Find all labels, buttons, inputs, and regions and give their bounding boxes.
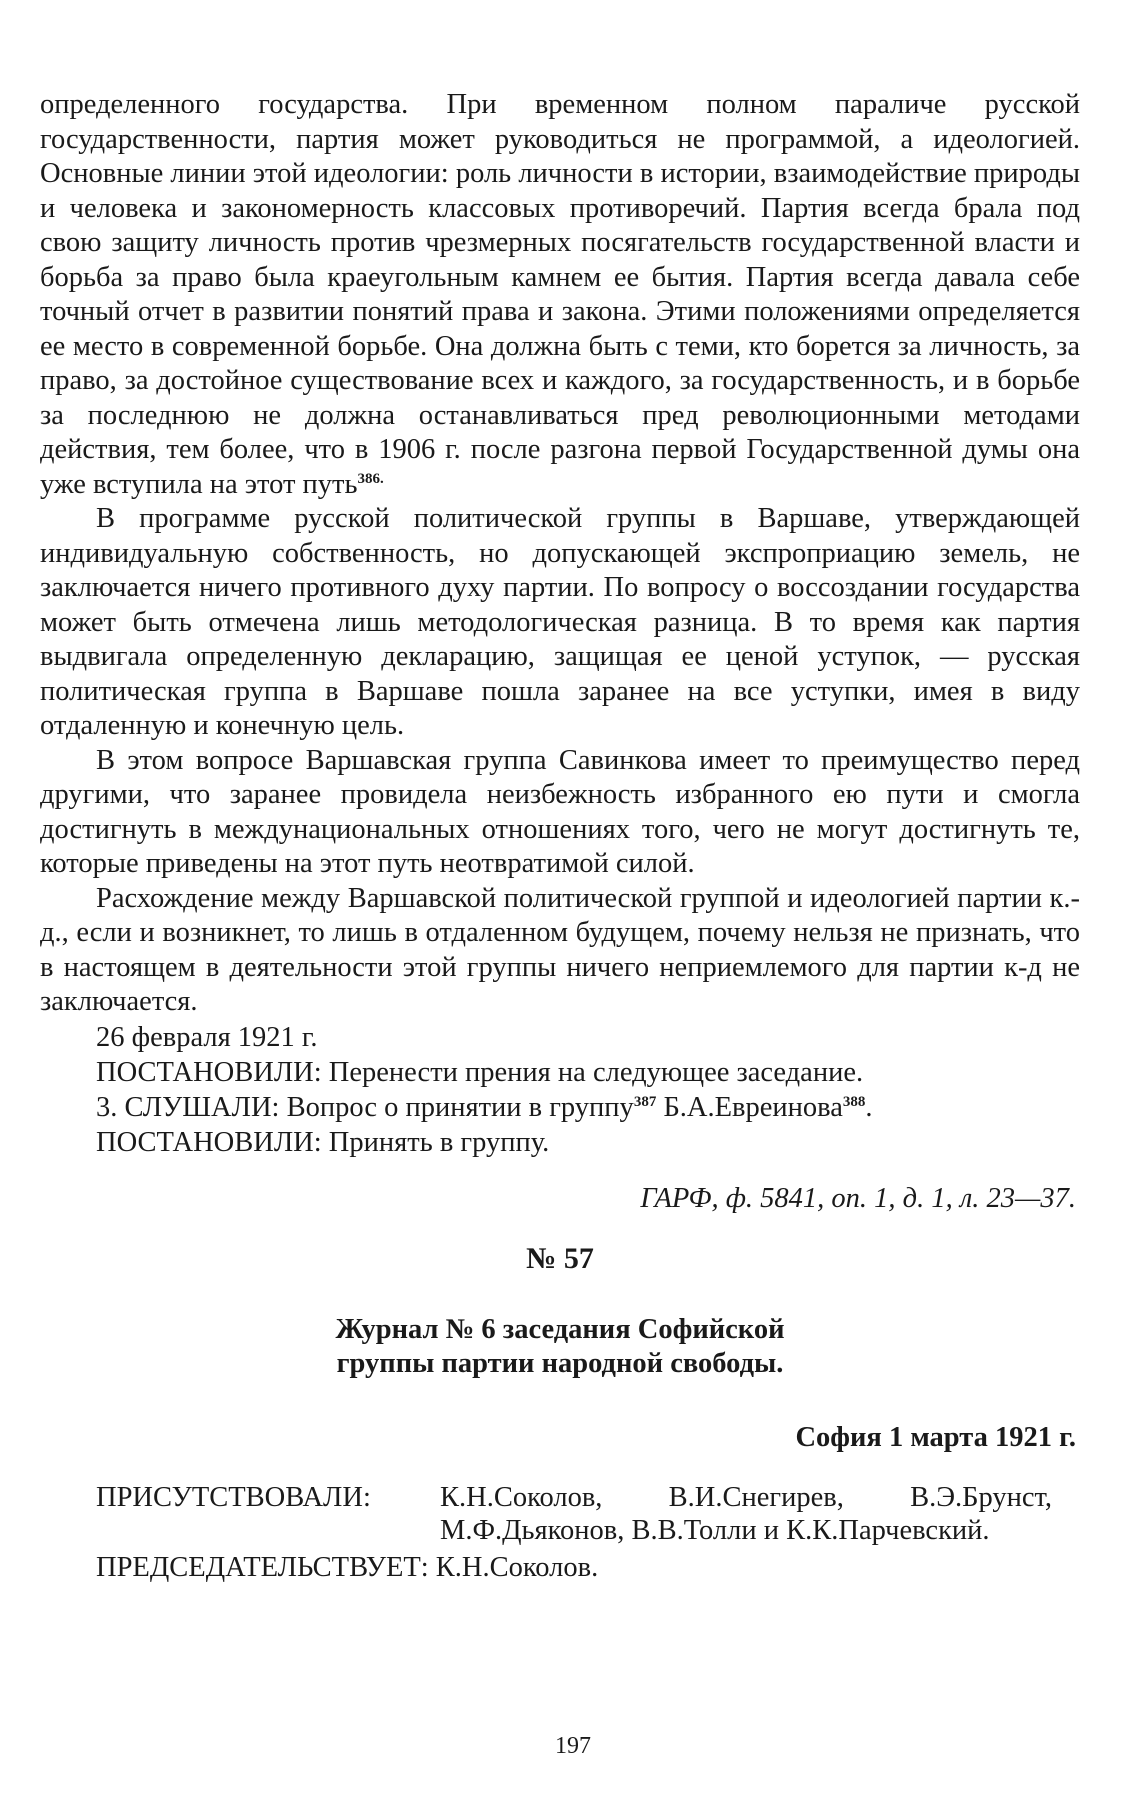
heard-item-3: 3. СЛУШАЛИ: Вопрос о принятии в группу$^{387}$ Б.А.Евреинова$^{388}$. — [96, 1091, 873, 1123]
attendance-block — [96, 1481, 1080, 1547]
page-body — [40, 88, 1080, 1586]
document-place-date: София 1 марта 1921 г. — [795, 1421, 1076, 1453]
footnote-386: 386. — [357, 470, 384, 487]
paragraph-2: В программе русской политической группы в Варшаве, утверждающей индивидуальную собственность, но допускающей экспроприацию земель, не заключается ничего противного духу партии. По вопросу о воссоздании государства может быть отмечена лишь методологическая разница. В то время как партия выдвигала определенную декларацию, защищая ее ценой уступок, — русская политическая группа в Варшаве пошла заранее на все уступки, имея в виду отдаленную и конечную цель. — [40, 503, 1080, 741]
present-label: ПРИСУТСТВОВАЛИ: — [96, 1482, 371, 1513]
date-line: 26 февраля 1921 г. — [96, 1021, 318, 1053]
document-title-line-2: группы партии народной свободы. — [336, 1347, 784, 1379]
document-number: № 57 — [526, 1242, 594, 1275]
footnote-388: 388 — [842, 1093, 866, 1110]
present-names: К.Н.Соколов, В.И.Снегирев, В.Э.Брунст, М.Ф.Дьяконов, В.В.Толли и К.К.Парчевский. — [440, 1482, 1052, 1546]
paragraph-4: Расхождение между Варшавской политической группой и идеологией партии к.-д., если и возникнет, то лишь в отдаленном будущем, почему нельзя не признать, что в настоящем в деятельности этой группы ничего неприемлемого для партии к-д не заключается. — [40, 882, 1080, 1017]
decision-accept: ПОСТАНОВИЛИ: Принять в группу. — [96, 1126, 550, 1158]
paragraph-1: определенного государства. При временном полном параличе русской государственности, партия может руководиться не программой, а идеологией. Основные линии этой идеологии: роль личности в истории, взаимодействие природы и человека и закономерность классовых противоречий. Партия всегда брала под свою защиту личность против чрезмерных посягательств государственной власти и борьба за право была краеугольным камнем ее бытия. Партия всегда давала себе точный отчет в развитии понятий права и закона. Этими положениями определяется ее место в современной борьбе. Она должна быть с теми, кто борется за личность, за право, за достойное существование всех и каждого, за государственность, и в борьбе за последнюю не должна останавливаться пред революционными методами действия, тем более, что в 1906 г. после разгона первой Государственной думы она уже вступила на этот путь$^{386.}$ — [40, 89, 1080, 500]
chair-line: ПРЕДСЕДАТЕЛЬСТВУЕТ: К.Н.Соколов. — [96, 1552, 599, 1583]
decision-postpone: ПОСТАНОВИЛИ: Перенести прения на следующее заседание. — [96, 1056, 864, 1088]
document-title-line-1: Журнал № 6 заседания Софийской — [335, 1313, 785, 1345]
paragraph-3: В этом вопросе Варшавская группа Савинкова имеет то преимущество перед другими, что заранее провидела неизбежность избранного ею пути и смогла достигнуть в междунациональных отношениях того, чего не могут достигнуть те, которые приведены на этот путь неотвратимой силой. — [40, 744, 1080, 879]
archive-reference: ГАРФ, ф. 5841, оп. 1, д. 1, л. 23—37. — [640, 1182, 1076, 1214]
page-number: 197 — [555, 1733, 591, 1759]
footnote-387: 387 — [633, 1093, 657, 1110]
document-title — [40, 1313, 1080, 1381]
